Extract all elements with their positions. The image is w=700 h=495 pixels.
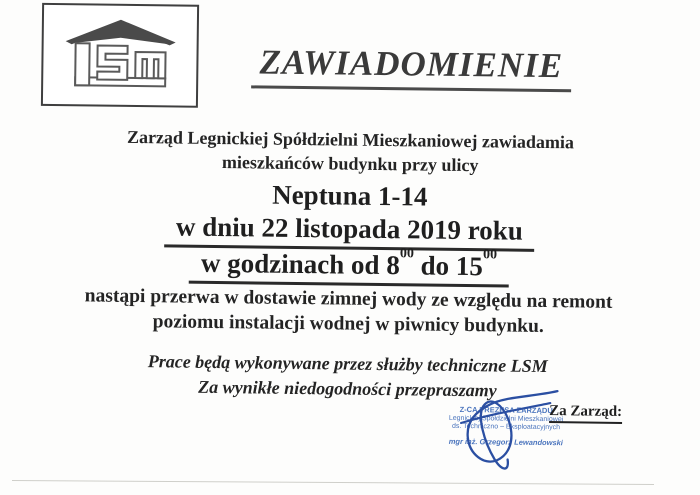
body-line-2: poziomu instalacji wodnej w piwnicy budynku.: [152, 311, 544, 337]
stamp-title: Z-CA PREZESA ZARZĄDU: [459, 404, 553, 416]
stamp-person-name: mgr inż. Grzegorz Lewandowski: [448, 436, 563, 447]
stamp-org: Legnickiej Spółdzielni Mieszkaniowej: [448, 414, 564, 423]
hours-from: 8: [386, 250, 400, 281]
date-underlined: w dniu 22 listopada 2019 roku: [164, 210, 535, 252]
lsm-logo-box: [41, 3, 199, 108]
lsm-house-logo-icon: [53, 12, 188, 98]
address-line: Neptuna 1-14: [271, 179, 428, 212]
handwritten-signature: [436, 382, 567, 484]
closing-line-1: Prace będą wykonywane przez służby techniczne LSM: [147, 351, 548, 377]
hours-prefix: w godzinach od: [200, 247, 387, 281]
closing-line-2: Za wynikłe niedogodności przepraszamy: [198, 376, 497, 401]
hours-to-superscript: 00: [482, 245, 498, 263]
hours-from-superscript: 00: [399, 244, 415, 262]
intro-line-1: Zarząd Legnickiej Spółdzielni Mieszkaniowej zawiadamia: [126, 126, 575, 153]
hours-to: 15: [455, 250, 484, 282]
hours-underlined: [189, 244, 509, 288]
notice-title: ZAWIADOMIENIE: [251, 41, 571, 92]
intro-line-2: mieszkańców budynku przy ulicy: [221, 152, 479, 176]
notice-title-wrap: [206, 41, 617, 93]
body-line-1: nastąpi przerwa w dostawie zimnej wody ze względu na remont: [84, 285, 613, 313]
hours-mid: do: [413, 250, 457, 281]
stamp-dept: ds. Techniczno – Eksploatacyjnych: [451, 422, 561, 432]
za-zarzad-label: Za Zarząd:: [549, 403, 622, 424]
